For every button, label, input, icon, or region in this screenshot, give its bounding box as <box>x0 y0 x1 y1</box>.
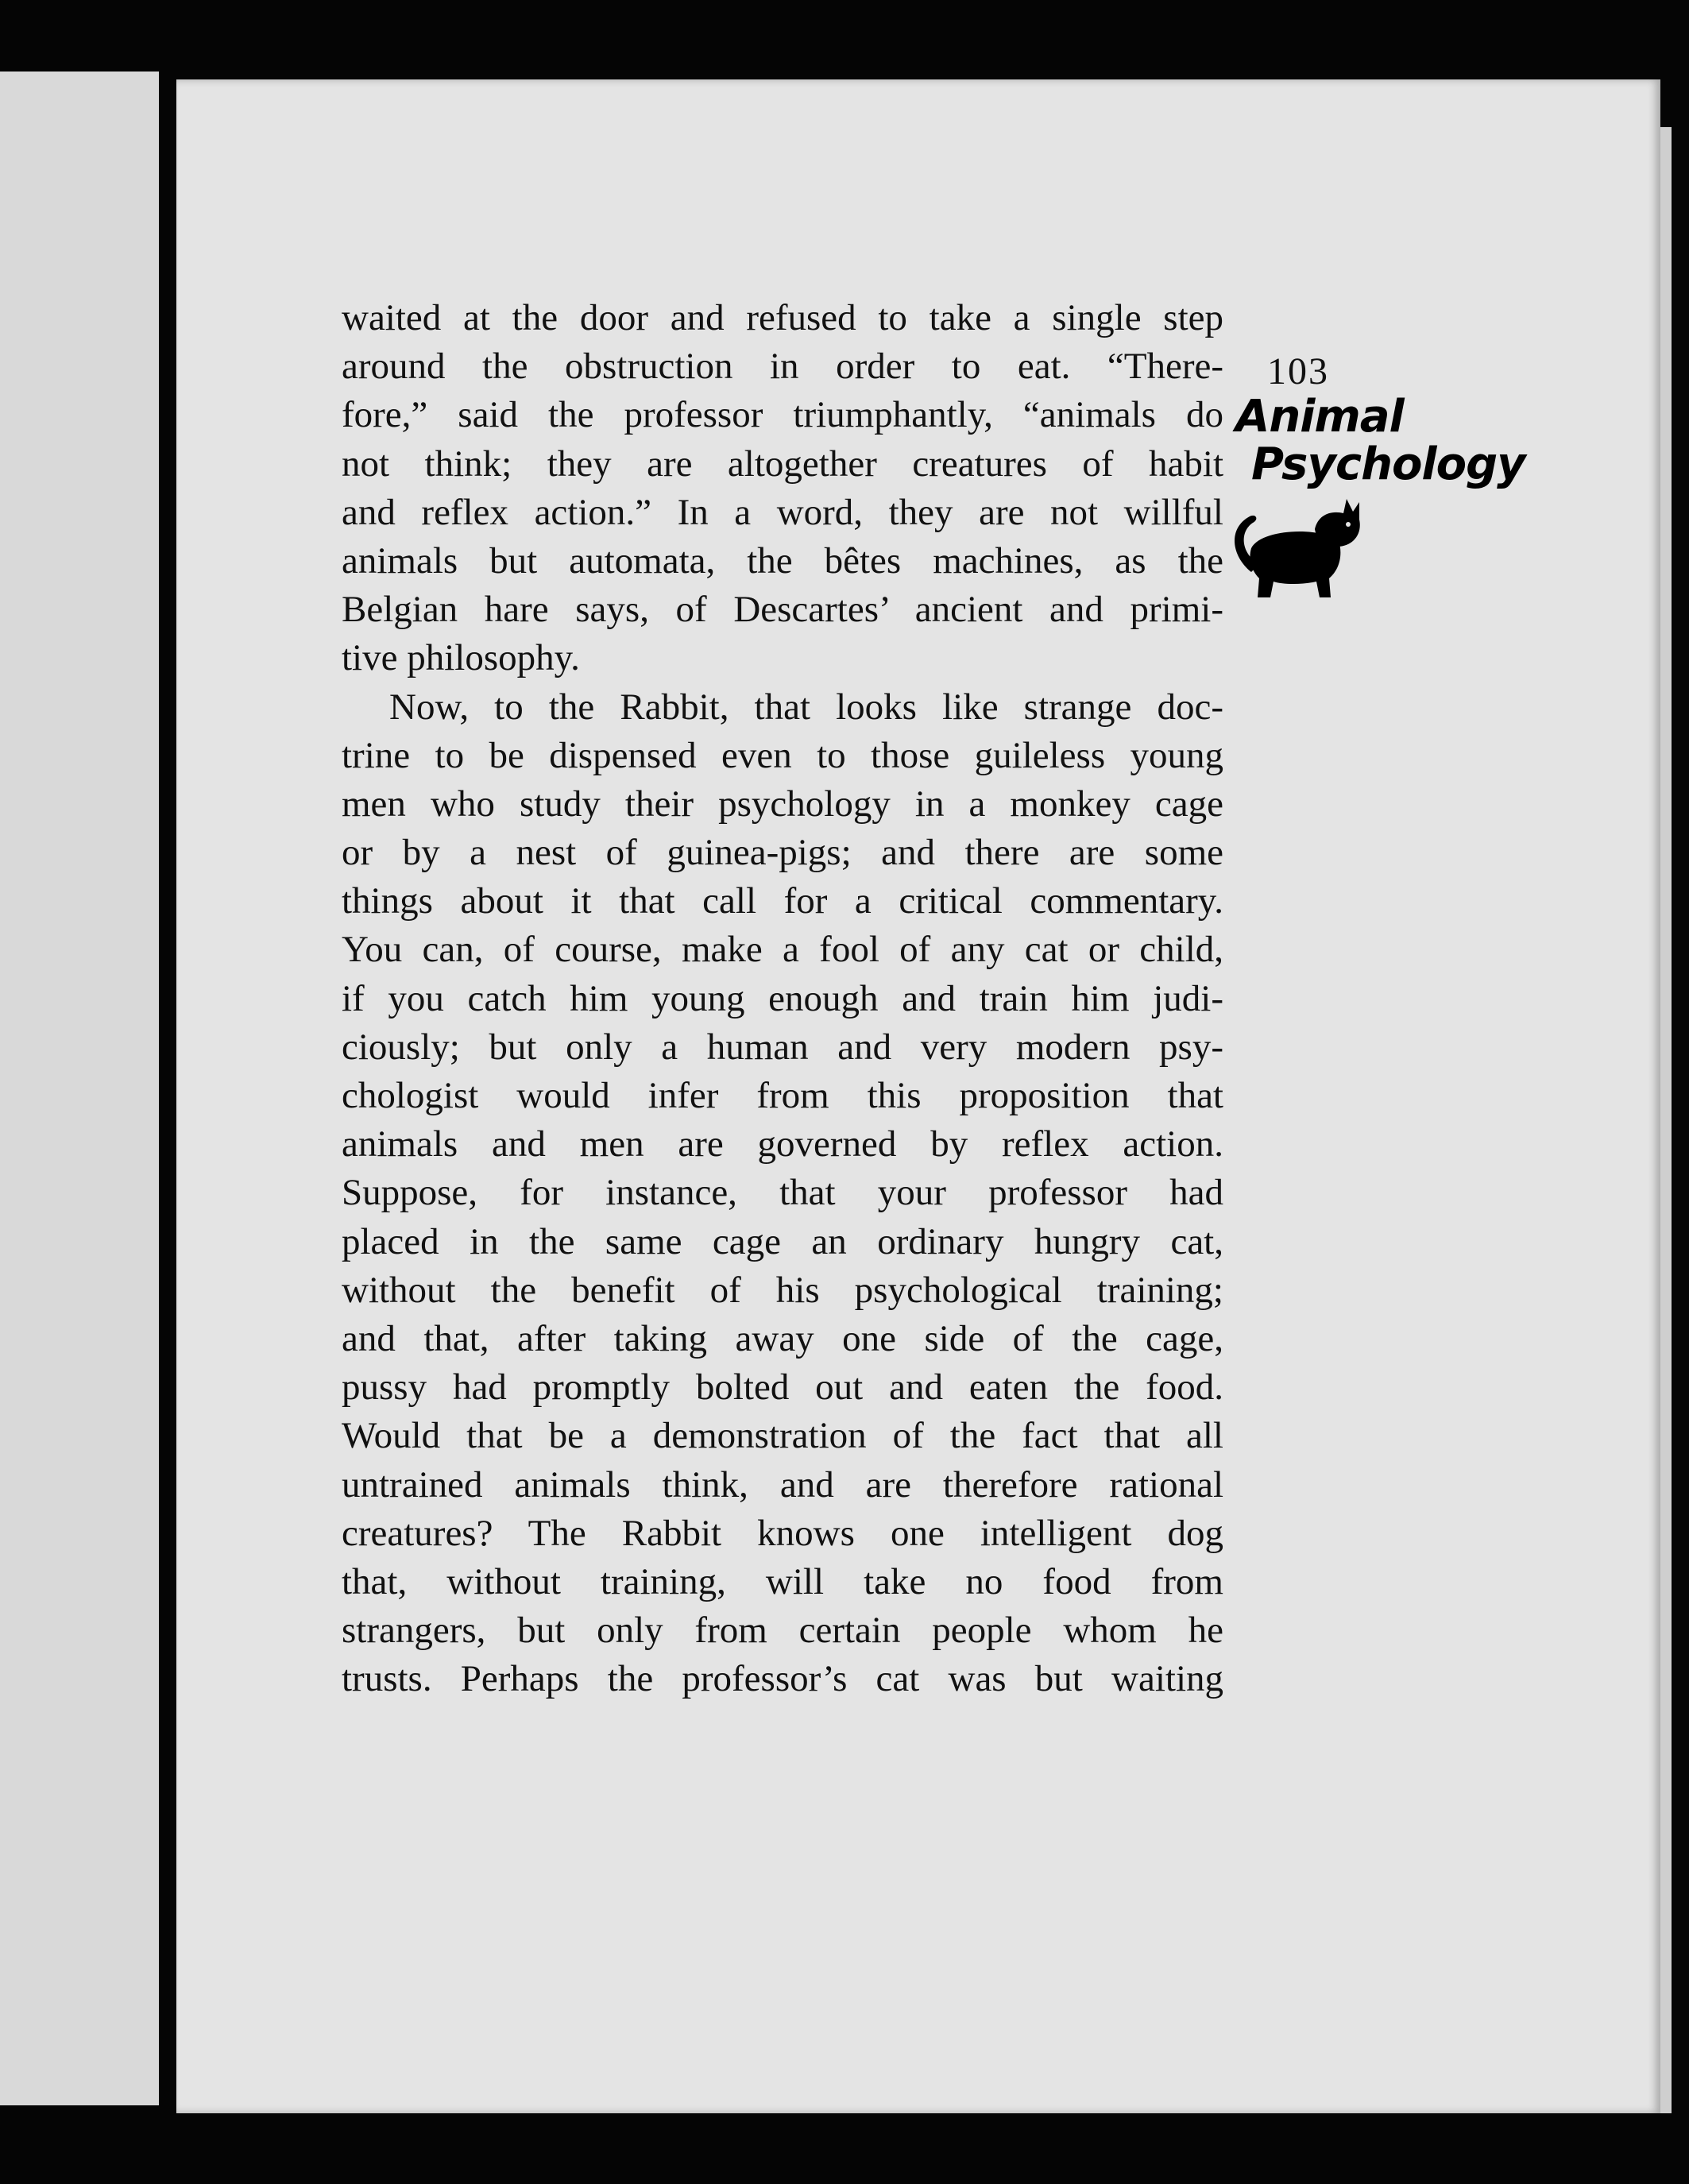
text-line: men who study their psychology in a monkey cage <box>342 783 1223 825</box>
text-line: creatures? The Rabbit knows one intelligent dog <box>342 1512 1223 1554</box>
text-line: Suppose, for instance, that your professor had <box>342 1172 1223 1214</box>
text-line: ciously; but only a human and very modern psy- <box>342 1026 1223 1068</box>
page-number: 103 <box>1267 350 1329 392</box>
text-line: strangers, but only from certain people whom he <box>342 1610 1223 1652</box>
text-line: You can, of course, make a fool of any cat or child, <box>342 929 1223 971</box>
text-line: Belgian hare says, of Descartes’ ancient and primi- <box>342 589 1223 631</box>
text-line: placed in the same cage an ordinary hungry cat, <box>342 1220 1223 1262</box>
text-line: tive philosophy. <box>342 637 580 679</box>
page-body-text <box>342 294 1223 1703</box>
text-line: animals but automata, the bêtes machines, as the <box>342 539 1223 582</box>
text-line: trine to be dispensed even to those guileless young <box>342 734 1223 776</box>
text-line: pussy had promptly bolted out and eaten the food. <box>342 1366 1223 1409</box>
text-line: around the obstruction in order to eat. “There- <box>342 346 1223 388</box>
text-line: untrained animals think, and are therefore rational <box>342 1463 1223 1506</box>
text-line: fore,” said the professor triumphantly, “animals do <box>342 394 1223 436</box>
text-line: without the benefit of his psychological training; <box>342 1269 1223 1311</box>
headnote-word-2: Psychology <box>1251 439 1525 490</box>
facing-page-edge <box>0 72 159 2105</box>
text-line: not think; they are altogether creatures of habit <box>342 443 1223 485</box>
text-line: Would that be a demonstration of the fact that all <box>342 1415 1223 1457</box>
text-line: if you catch him young enough and train him judi- <box>342 977 1223 1019</box>
text-line: waited at the door and refused to take a single step <box>342 297 1223 338</box>
margin-headnote <box>1235 391 1525 490</box>
text-line: chologist would infer from this proposition that <box>342 1075 1223 1116</box>
text-line: and that, after taking away one side of the cage, <box>342 1317 1223 1359</box>
text-line: trusts. Perhaps the professor’s cat was but waiting <box>342 1658 1223 1700</box>
headnote-word-1: Animal <box>1235 391 1404 443</box>
text-line: that, without training, will take no food from <box>342 1560 1223 1602</box>
text-line: things about it that call for a critical commentary. <box>342 880 1223 922</box>
text-line: animals and men are governed by reflex action. <box>342 1123 1223 1165</box>
text-line: or by a nest of guinea-pigs; and there are some <box>342 832 1223 874</box>
text-line: and reflex action.” In a word, they are not willful <box>342 491 1223 533</box>
page-edge-shadow <box>1660 127 1672 2113</box>
black-cat-icon <box>1227 485 1362 604</box>
text-line: Now, to the Rabbit, that looks like strange doc- <box>389 686 1223 728</box>
